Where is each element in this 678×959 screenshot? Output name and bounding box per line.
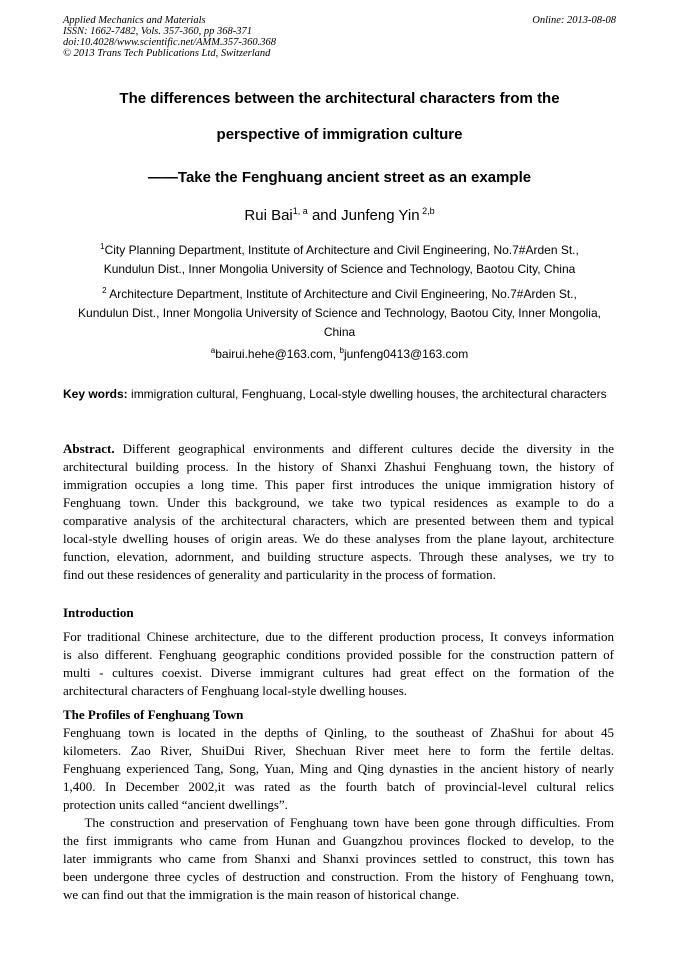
affiliation-2	[63, 285, 616, 342]
paper-subtitle: ——Take the Fenghuang ancient street as an example	[147, 169, 532, 186]
abstract-line: function, elevation, adornment, and building structure aspects. Through these analyses, we try to	[63, 549, 614, 564]
abstract-line: architectural building process. In the history of Shanxi Zhashui Fenghuang town, the history of	[63, 459, 614, 474]
journal-name: Applied Mechanics and Materials	[63, 15, 206, 26]
profiles-line: kilometers. Zao River, ShuiDui River, Shechuan River meet here to form the fertile deltas.	[63, 743, 614, 758]
profiles-line: later immigrants who came from Shanxi and Shanxi provinces settled to construct, this town has	[63, 851, 614, 866]
profiles-line: protection units called “ancient dwellings”.	[63, 797, 288, 812]
introduction-line: architectural characters of Fenghuang local-style dwelling houses.	[63, 683, 408, 698]
abstract-line: local-style dwelling houses of origin areas. We do these analyses from the plane layout, architecture	[63, 531, 614, 546]
affiliation-2-mark: 2	[102, 286, 107, 295]
introduction-line: is also different. Fenghuang geographic conditions provided possible for the construction pattern of	[63, 647, 614, 662]
journal-doi[interactable]: doi:10.4028/www.scientific.net/AMM.357-360.368	[63, 37, 276, 48]
affiliation-1-mark: 1	[100, 242, 105, 251]
introduction-heading: Introduction	[63, 605, 134, 620]
abstract-line: immigration occupies a long time. This paper first introduces the unique immigration history of	[63, 477, 614, 492]
abstract-line: comparative analysis of the architectural characters, which are presented between them and typical	[63, 513, 614, 528]
affiliation-2-line-2: Kundulun Dist., Inner Mongolia University of Science and Technology, Baotou City, Inner Mongolia,	[78, 306, 601, 320]
abstract-label: Abstract.	[63, 441, 115, 456]
abstract	[63, 440, 614, 584]
introduction-line: multi - cultures coexist. Diverse immigrant cultures had great effect on the formation of the	[63, 665, 614, 680]
introduction-line: For traditional Chinese architecture, due to the different production process, It conveys information	[63, 629, 614, 644]
affiliation-2-line-1: Architecture Department, Institute of Architecture and Civil Engineering, No.7#Arden St.,	[106, 287, 577, 301]
paper-title-line-1: The differences between the architectural characters from the	[119, 90, 560, 107]
abstract-line: Fenghuang town. Under this background, we take two typical residences as example to do a	[63, 495, 614, 510]
profiles-paragraph-2	[63, 814, 614, 904]
email-a-mark: a	[210, 346, 216, 355]
journal-issn: ISSN: 1662-7482, Vols. 357-360, pp 368-371	[63, 26, 252, 37]
abstract-line: find out these residences of generality and particularity in the process of formation.	[63, 567, 496, 582]
author-conjunction: and	[307, 207, 342, 224]
author-2-affil-mark: 2,b	[419, 206, 435, 216]
journal-copyright: © 2013 Trans Tech Publications Ltd, Switzerland	[63, 48, 271, 59]
profiles-line: the first immigrants who came from Hunan and Guangzhou provinces flocked to develop, to the	[63, 833, 614, 848]
profiles-line: we can find out that the immigration is the main reason of historical change.	[63, 887, 460, 902]
email-b-mark: b	[339, 346, 344, 355]
affiliation-1	[63, 241, 616, 279]
author-2: Junfeng Yin	[341, 207, 420, 224]
profiles-line: 1,400. In December 2002,it was rated as the fourth batch of provincial-level cultural relics	[63, 779, 614, 794]
paper-title-line-2: perspective of immigration culture	[216, 126, 463, 143]
online-date: Online: 2013-08-08	[532, 15, 616, 26]
abstract-line: Different geographical environments and different cultures decide the diversity in the	[114, 441, 614, 456]
profiles-line: Fenghuang town is located in the depths of Qinling, to the southeast of ZhaShui for about 45	[63, 725, 614, 740]
profiles-line: Fenghuang experienced Tang, Song, Yuan, Ming and Qing dynasties in the ancient history of nearly	[63, 761, 614, 776]
email-b[interactable]: junfeng0413@163.com	[343, 347, 469, 361]
profiles-line: The construction and preservation of Fenghuang town have been gone through difficulties. From	[63, 815, 614, 830]
author-list	[63, 207, 616, 225]
keywords-label: Key words:	[63, 387, 128, 401]
author-emails	[63, 345, 616, 364]
affiliation-1-line-1: City Planning Department, Institute of Architecture and Civil Engineering, No.7#Arden St.,	[104, 243, 579, 257]
affiliation-1-line-2: Kundulun Dist., Inner Mongolia University of Science and Technology, Baotou City, China	[103, 262, 576, 276]
affiliation-2-line-3: China	[323, 325, 356, 339]
profiles-heading: The Profiles of Fenghuang Town	[63, 707, 244, 722]
author-1: Rui Bai	[244, 207, 293, 224]
journal-header	[63, 15, 616, 59]
profiles-line: been undergone three cycles of destruction and construction. From the history of Fenghuang town,	[63, 869, 614, 884]
introduction-paragraph	[63, 628, 614, 700]
keywords-text: immigration cultural, Fenghuang, Local-style dwelling houses, the architectural characters	[127, 387, 607, 401]
author-1-affil-mark: 1, a	[292, 206, 308, 216]
profiles-paragraph-1	[63, 724, 614, 814]
keywords	[63, 386, 614, 402]
email-a[interactable]: bairui.hehe@163.com,	[215, 347, 340, 361]
